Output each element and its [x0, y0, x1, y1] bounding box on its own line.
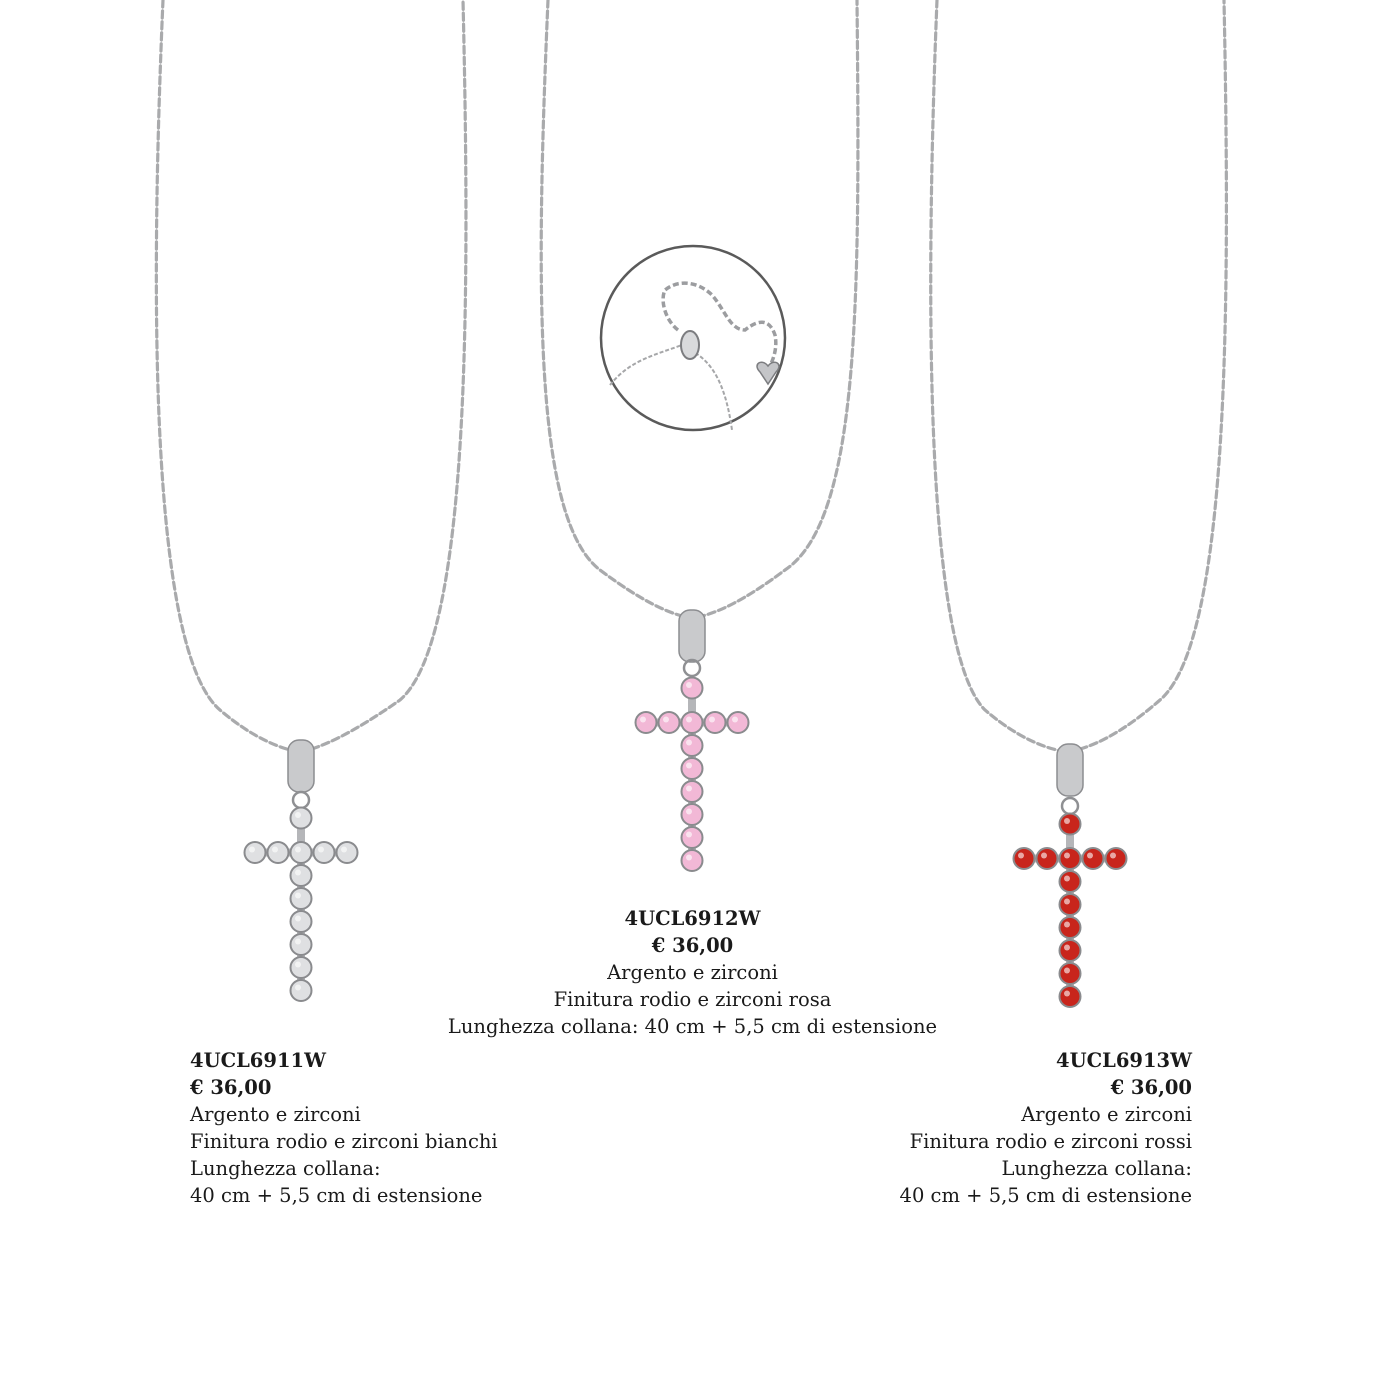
zircon-stone: [268, 842, 289, 863]
zircon-stone: [682, 804, 703, 825]
stone-highlight: [295, 812, 301, 818]
product-caption-white: [190, 1047, 498, 1209]
zircon-stone: [291, 980, 312, 1001]
stone-highlight: [295, 916, 301, 922]
zircon-stone: [1014, 848, 1035, 869]
stone-highlight: [1064, 853, 1070, 859]
stone-highlight: [686, 763, 692, 769]
zircon-stone: [1060, 963, 1081, 984]
zircon-stone: [1060, 848, 1081, 869]
zircon-stone: [682, 850, 703, 871]
stone-highlight: [318, 847, 324, 853]
stone-highlight: [295, 939, 301, 945]
stone-highlight: [709, 717, 715, 723]
stone-highlight: [1064, 922, 1070, 928]
zircon-stone: [682, 678, 703, 699]
zircon-stone: [314, 842, 335, 863]
product-length-value: 40 cm + 5,5 cm di estensione: [899, 1184, 1192, 1207]
stone-highlight: [732, 717, 738, 723]
product-finish: Finitura rodio e zirconi rossi: [909, 1130, 1192, 1153]
zircon-stone: [291, 888, 312, 909]
zircon-stone: [291, 957, 312, 978]
product-sku: 4UCL6913W: [1056, 1049, 1192, 1072]
necklace-red: [931, 0, 1227, 1007]
zircon-stone: [291, 842, 312, 863]
cross-pendant-white: [245, 808, 358, 1002]
stone-highlight: [640, 717, 646, 723]
stone-highlight: [1087, 853, 1093, 859]
zircon-stone: [682, 735, 703, 756]
stone-highlight: [1064, 899, 1070, 905]
stone-highlight: [295, 893, 301, 899]
zircon-stone: [659, 712, 680, 733]
zircon-stone: [245, 842, 266, 863]
zircon-stone: [682, 712, 703, 733]
zircon-stone: [291, 934, 312, 955]
zircon-stone: [1060, 894, 1081, 915]
zircon-stone: [1106, 848, 1127, 869]
zircon-stone: [291, 808, 312, 829]
stone-highlight: [1064, 991, 1070, 997]
product-caption-red: [900, 1047, 1192, 1209]
stone-highlight: [1018, 853, 1024, 859]
stone-highlight: [1064, 818, 1070, 824]
clasp-detail-inset: [601, 246, 785, 430]
stone-highlight: [686, 786, 692, 792]
product-finish: Finitura rodio e zirconi rosa: [553, 988, 832, 1011]
necklace-pink: [541, 0, 858, 871]
product-material: Argento e zirconi: [607, 961, 778, 984]
zircon-stone: [705, 712, 726, 733]
zircon-stone: [728, 712, 749, 733]
zircon-stone: [1060, 871, 1081, 892]
product-sku: 4UCL6912W: [624, 907, 761, 930]
stone-highlight: [1110, 853, 1116, 859]
stone-highlight: [249, 847, 255, 853]
product-material: Argento e zirconi: [1021, 1103, 1192, 1126]
zircon-stone: [1037, 848, 1058, 869]
cross-pendant-red: [1014, 814, 1127, 1008]
zircon-stone: [291, 911, 312, 932]
stone-highlight: [686, 855, 692, 861]
stone-highlight: [1064, 945, 1070, 951]
zircon-stone: [1060, 986, 1081, 1007]
stone-highlight: [295, 985, 301, 991]
zircon-stone: [682, 827, 703, 848]
product-length-label: Lunghezza collana:: [1001, 1157, 1192, 1180]
stone-highlight: [663, 717, 669, 723]
stone-highlight: [686, 682, 692, 688]
zircon-stone: [337, 842, 358, 863]
product-sku: 4UCL6911W: [190, 1049, 326, 1072]
product-length: Lunghezza collana: 40 cm + 5,5 cm di estensione: [447, 1015, 938, 1038]
stone-highlight: [686, 717, 692, 723]
zircon-stone: [1060, 814, 1081, 835]
product-price: € 36,00: [651, 934, 734, 957]
zircon-stone: [1060, 940, 1081, 961]
cross-pendant-pink: [636, 678, 749, 872]
zircon-stone: [636, 712, 657, 733]
product-finish: Finitura rodio e zirconi bianchi: [190, 1130, 498, 1153]
stone-highlight: [686, 832, 692, 838]
zircon-stone: [682, 758, 703, 779]
zircon-stone: [1060, 917, 1081, 938]
product-length-label: Lunghezza collana:: [190, 1157, 381, 1180]
stone-highlight: [341, 847, 347, 853]
stone-highlight: [1041, 853, 1047, 859]
zircon-stone: [1083, 848, 1104, 869]
product-caption-pink: [440, 905, 945, 1040]
stone-highlight: [272, 847, 278, 853]
zircon-stone: [682, 781, 703, 802]
product-material: Argento e zirconi: [190, 1103, 361, 1126]
stone-highlight: [295, 870, 301, 876]
stone-highlight: [1064, 968, 1070, 974]
zircon-stone: [291, 865, 312, 886]
stone-highlight: [295, 847, 301, 853]
product-price: € 36,00: [1110, 1076, 1192, 1099]
necklace-white: [156, 0, 466, 1001]
stone-highlight: [295, 962, 301, 968]
stone-highlight: [1064, 876, 1070, 882]
product-price: € 36,00: [190, 1076, 272, 1099]
stone-highlight: [686, 740, 692, 746]
product-length-value: 40 cm + 5,5 cm di estensione: [190, 1184, 483, 1207]
stone-highlight: [686, 809, 692, 815]
